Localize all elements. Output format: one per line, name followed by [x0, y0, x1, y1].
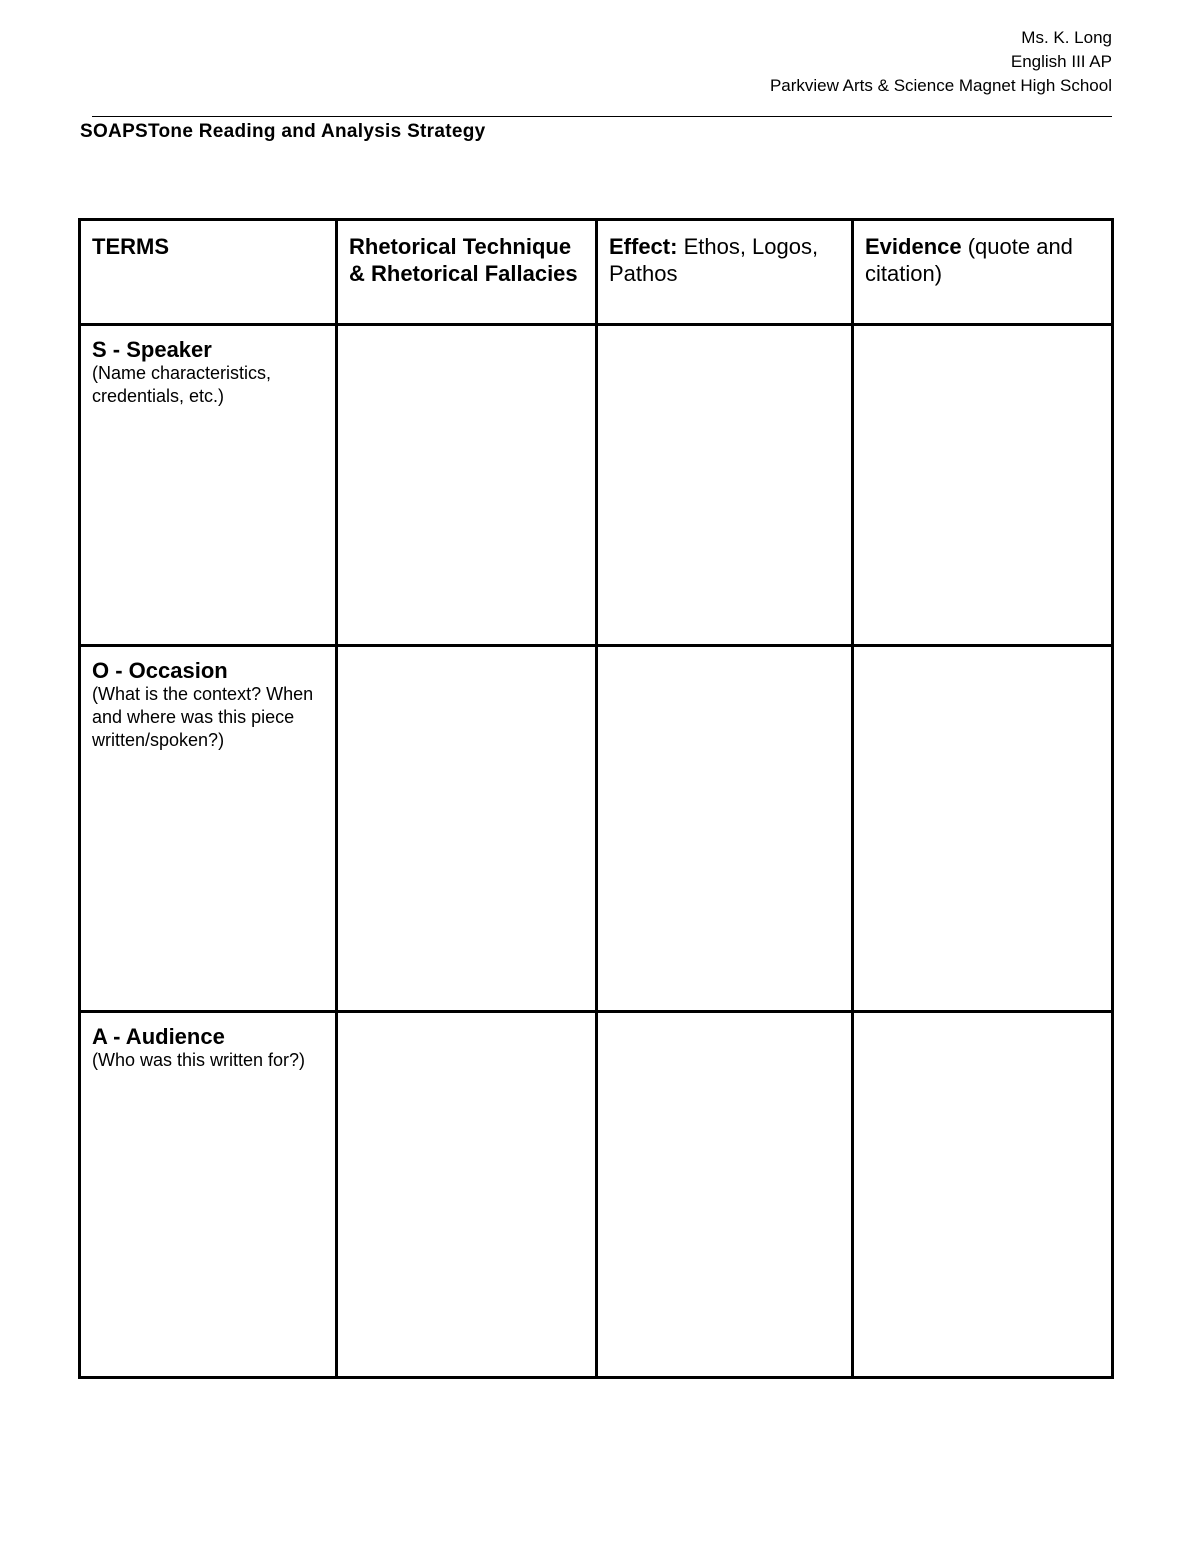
teacher-name: Ms. K. Long [1021, 28, 1112, 47]
audience-technique-cell[interactable] [337, 1012, 597, 1378]
table-row-occasion [80, 646, 1113, 1012]
header-effect-bold: Effect: [609, 234, 678, 259]
speaker-effect-cell[interactable] [597, 325, 853, 646]
header-effect-normal: Ethos, Logos, Pathos [609, 234, 819, 286]
term-desc-speaker: (Name characteristics, credentials, etc.) [92, 363, 272, 406]
soapstone-table [78, 218, 1114, 1379]
school-name: Parkview Arts & Science Magnet High School [769, 76, 1112, 95]
term-desc-occasion: (What is the context? When and where was this piece written/spoken?) [92, 684, 314, 750]
table-row-speaker [80, 325, 1113, 646]
term-cell-speaker [80, 325, 337, 646]
occasion-evidence-cell[interactable] [853, 646, 1113, 1012]
speaker-evidence-cell[interactable] [853, 325, 1113, 646]
header-cell-rhetorical-technique [337, 220, 597, 325]
header-terms-bold: TERMS [92, 234, 169, 259]
term-title-occasion: O - Occasion [92, 658, 228, 683]
audience-effect-cell[interactable] [597, 1012, 853, 1378]
audience-evidence-cell[interactable] [853, 1012, 1113, 1378]
header-cell-evidence [853, 220, 1113, 325]
speaker-technique-cell[interactable] [337, 325, 597, 646]
occasion-effect-cell[interactable] [597, 646, 853, 1012]
header-evidence-bold: Evidence [865, 234, 962, 259]
header-evidence-normal: (quote and citation) [865, 234, 1073, 286]
term-cell-occasion [80, 646, 337, 1012]
table-row-audience [80, 1012, 1113, 1378]
term-cell-audience [80, 1012, 337, 1378]
term-desc-audience: (Who was this written for?) [92, 1050, 306, 1070]
term-title-audience: A - Audience [92, 1024, 225, 1049]
header-cell-terms [80, 220, 337, 325]
occasion-technique-cell[interactable] [337, 646, 597, 1012]
table-header-row [80, 220, 1113, 325]
header-divider [92, 116, 1112, 117]
header-block [770, 26, 1112, 98]
document-title: SOAPSTone Reading and Analysis Strategy [80, 121, 486, 142]
term-title-speaker: S - Speaker [92, 337, 212, 362]
header-technique-bold: Rhetorical Technique & Rhetorical Fallacies [349, 234, 578, 286]
course-name: English III AP [1010, 52, 1112, 71]
header-cell-effect [597, 220, 853, 325]
